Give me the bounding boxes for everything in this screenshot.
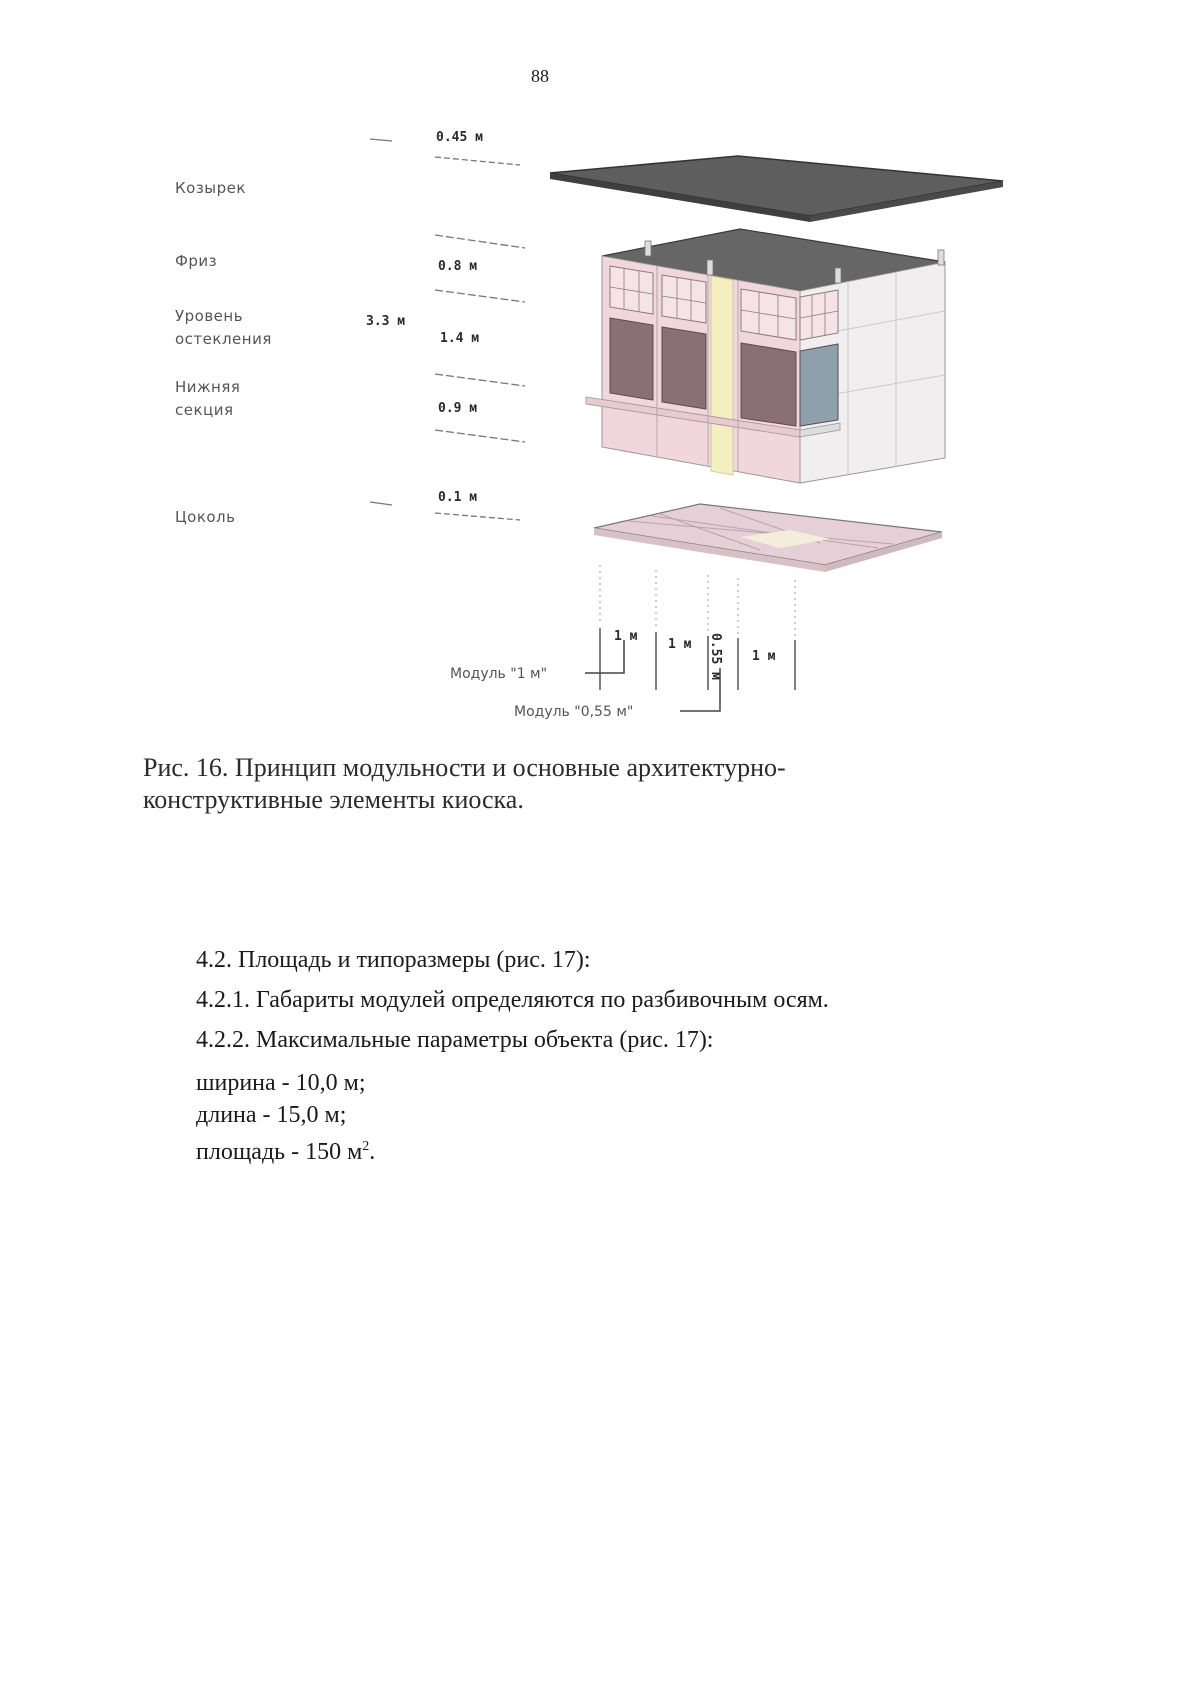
paragraph-4-2: 4.2. Площадь и типоразмеры (рис. 17): (196, 947, 591, 973)
label-lower-2: секция (175, 401, 234, 419)
dim-canopy: 0.45 м (436, 130, 483, 145)
param-area-sup: 2 (362, 1139, 370, 1154)
dim-frieze: 0.8 м (438, 259, 478, 274)
dim-lower: 0.9 м (438, 401, 478, 416)
caption-line-2: конструктивные элементы киоска. (143, 785, 524, 814)
label-plinth: Цоколь (175, 508, 236, 526)
module-c: 1 м (752, 649, 776, 664)
label-frieze: Фриз (175, 252, 218, 270)
label-glazing-1: Уровень (175, 307, 244, 325)
param-length: длина - 15,0 м; (196, 1102, 347, 1128)
dim-glazing: 1.4 м (440, 331, 480, 346)
dim-plinth: 0.1 м (438, 490, 478, 505)
paragraph-4-2-2: 4.2.2. Максимальные параметры объекта (рис. 17): (196, 1027, 714, 1053)
param-area (196, 1131, 1096, 1168)
param-area-suffix: . (369, 1139, 376, 1165)
module-b: 1 м (668, 637, 692, 652)
module-1m-label: Модуль "1 м" (450, 666, 548, 682)
label-glazing-2: остекления (175, 330, 272, 348)
module-narrow: 0.55 м (708, 633, 723, 680)
dim-total: 3.3 м (366, 314, 406, 329)
page-number: 88 (531, 66, 549, 86)
kiosk-module-figure (0, 0, 1200, 740)
module-a: 1 м (614, 629, 638, 644)
caption-line-1: Рис. 16. Принцип модульности и основные архитектурно- (143, 753, 786, 782)
label-canopy: Козырек (175, 179, 246, 197)
paragraph-4-2-1: 4.2.1. Габариты модулей определяются по разбивочным осям. (196, 987, 829, 1013)
param-width: ширина - 10,0 м; (196, 1070, 366, 1096)
label-lower-1: Нижняя (175, 378, 241, 396)
figure-caption (143, 752, 963, 816)
parameters-list (196, 1067, 1096, 1168)
module-055-label: Модуль "0,55 м" (514, 704, 634, 720)
param-area-text: площадь - 150 м (196, 1139, 363, 1165)
section-body (196, 945, 1096, 1168)
